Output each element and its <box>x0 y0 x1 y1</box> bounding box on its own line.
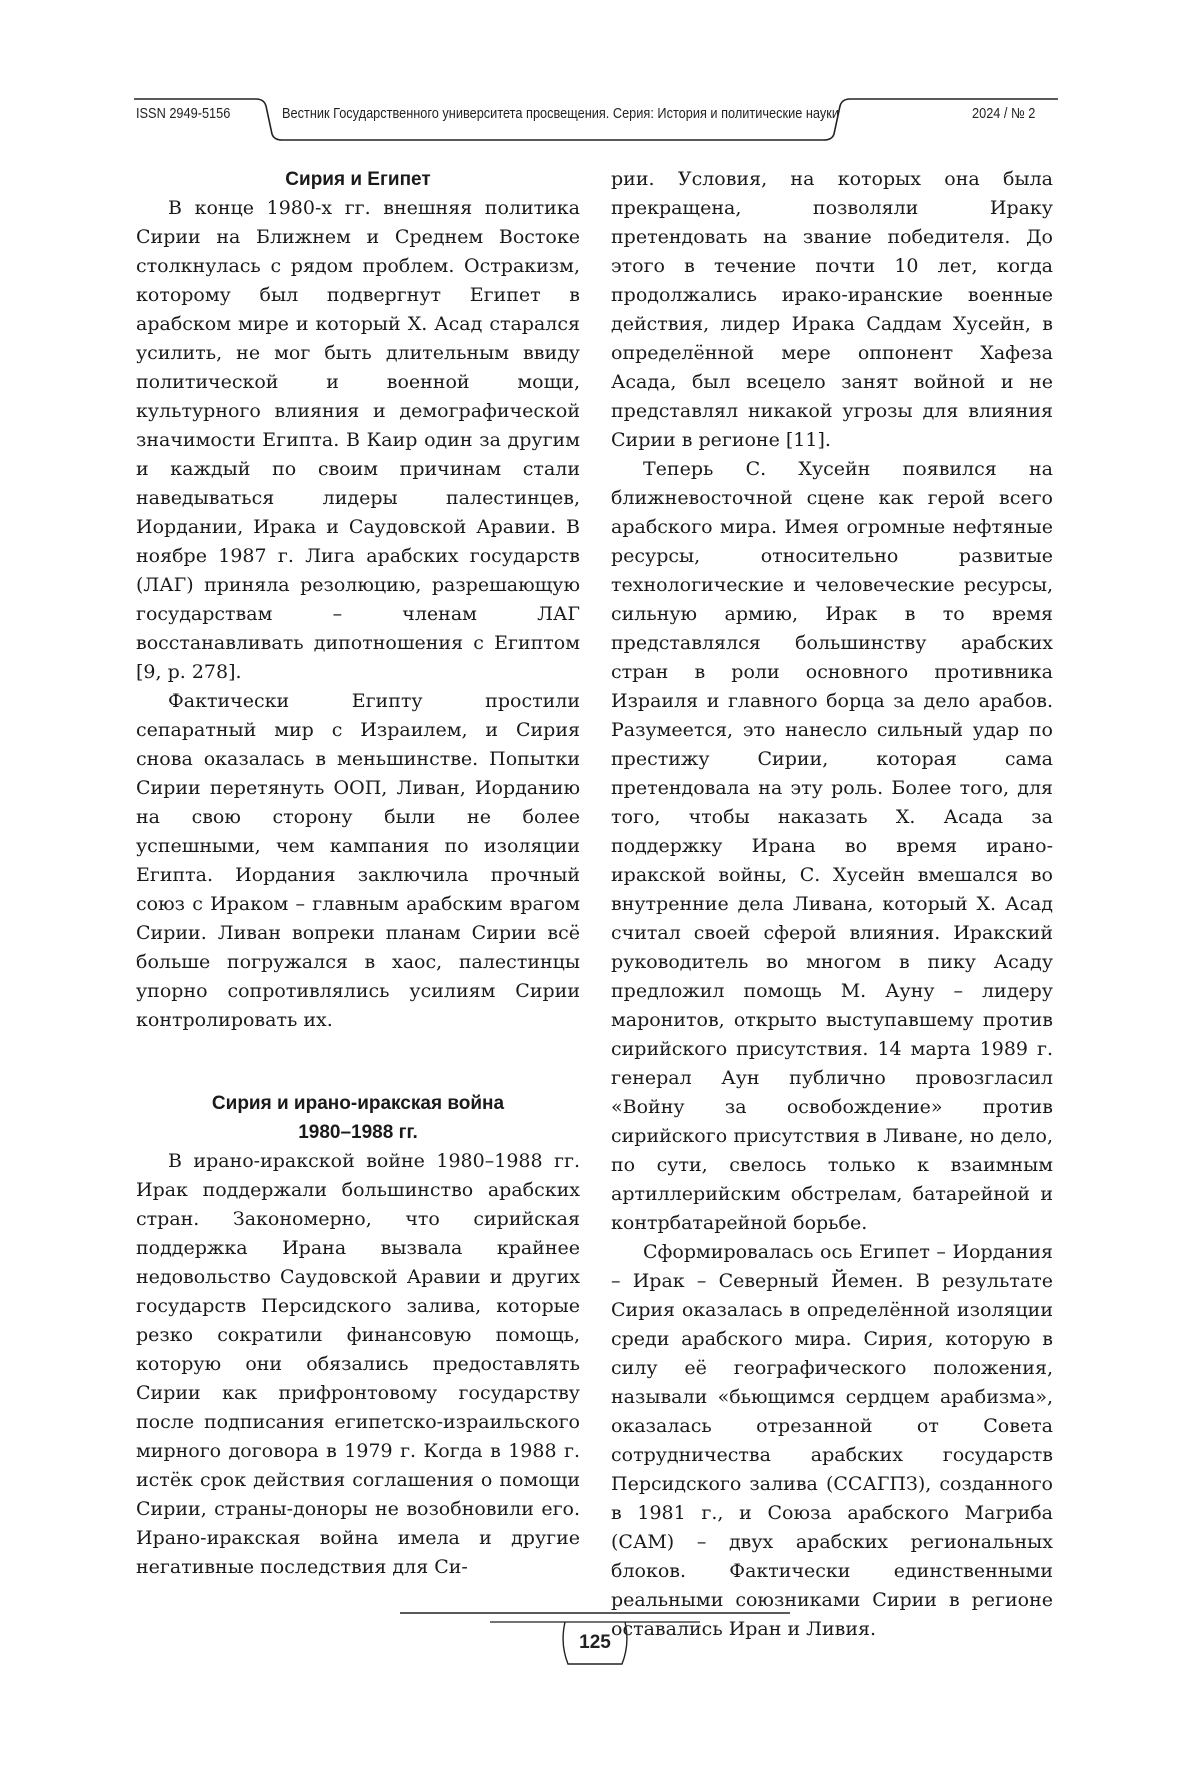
page-number: 125 <box>579 1632 611 1653</box>
issn-label: ISSN 2949-5156 <box>136 106 231 122</box>
page-footer <box>400 1610 790 1680</box>
running-header <box>134 96 1058 142</box>
paragraph: Теперь С. Хусейн появился на ближневосточной сцене как герой всего арабского мира. Имея огромные нефтяные ресурсы, относительно развитые технологические и человеческие ресурсы, сильную армию, Ирак в то время представлялся большинству арабских стран в роли основного противника Израиля и главного борца за дело арабов. Разумеется, это нанесло сильный удар по престижу Сирии, которая сама претендовала на эту роль. Более того, для того, чтобы наказать Х. Асада за поддержку Ирана во время ирано-иракской войны, С. Хусейн вмешался во внутренние дела Ливана, который Х. Асад считал своей сферой влияния. Иракский руководитель во многом в пику Асаду предложил помощь М. Ауну – лидеру маронитов, открыто выступавшему против сирийского присутствия. 14 марта 1989 г. генерал Аун публично провозгласил «Войну за освобождение» против сирийского присутствия в Ливане, но дело, по сути, свелось только к взаимным артиллерийским обстрелам, батарейной и контрбатарейной борьбе. <box>611 458 1053 1234</box>
right-column <box>611 165 1053 1644</box>
issue-label: 2024 / № 2 <box>972 106 1036 122</box>
journal-title: Вестник Государственного университета просвещения. Серия: История и политические науки <box>282 106 839 122</box>
heading-line: Сирия и ирано-иракская война <box>211 1093 505 1114</box>
section-heading-iran-iraq-war <box>136 1089 580 1147</box>
section-heading-syria-egypt: Сирия и Египет <box>285 169 431 190</box>
paragraph: рии. Условия, на которых она была прекращена, позволяли Ираку претендовать на звание победителя. До этого в течение почти 10 лет, когда продолжались ирако-иранские военные действия, лидер Ирака Саддам Хусейн, в определённой мере оппонент Хафеза Асада, был всецело занят войной и не представлял никакой угрозы для влияния Сирии в регионе [11]. <box>611 168 1053 451</box>
paragraph: Фактически Египту простили сепаратный мир с Израилем, и Сирия снова оказалась в меньшинстве. Попытки Сирии перетянуть ООП, Ливан, Иорданию на свою сторону были не более успешными, чем кампания по изоляции Египта. Иордания заключила прочный союз с Ираком – главным арабским врагом Сирии. Ливан вопреки планам Сирии всё больше погружался в хаос, палестинцы упорно сопротивлялись усилиям Сирии контролировать их. <box>136 690 580 1031</box>
left-column <box>136 165 580 1582</box>
heading-line: 1980–1988 гг. <box>298 1122 418 1143</box>
paragraph: Сформировалась ось Египет – Иордания – Ирак – Северный Йемен. В результате Сирия оказалась в определённой изоляции среди арабского мира. Сирия, которую в силу её географического положения, называли «бьющимся сердцем арабизма», оказалась отрезанной от Совета сотрудничества арабских государств Персидского залива (ССАГПЗ), созданного в 1981 г., и Союза арабского Магриба (САМ) – двух арабских региональных блоков. Фактически единственными реальными союзниками Сирии в регионе оставались Иран и Ливия. <box>611 1241 1053 1640</box>
paragraph: В ирано-иракской войне 1980–1988 гг. Ирак поддержали большинство арабских стран. Закономерно, что сирийская поддержка Ирана вызвала крайнее недовольство Саудовской Аравии и других государств Персидского залива, которые резко сократили финансовую помощь, которую они обязались предоставлять Сирии как прифронтовому государству после подписания египетско-израильского мирного договора в 1979 г. Когда в 1988 г. истёк срок действия соглашения о помощи Сирии, страны-доноры не возобновили его. Ирано-иракская война имела и другие негативные последствия для Си- <box>136 1150 580 1578</box>
paragraph: В конце 1980-х гг. внешняя политика Сирии на Ближнем и Среднем Востоке столкнулась с рядом проблем. Остракизм, которому был подвергнут Египет в арабском мире и который Х. Асад старался усилить, не мог быть длительным ввиду политической и военной мощи, культурного влияния и демографической значимости Египта. В Каир один за другим и каждый по своим причинам стали наведываться лидеры палестинцев, Иордании, Ирака и Саудовской Аравии. В ноябре 1987 г. Лига арабских государств (ЛАГ) приняла резолюцию, разрешающую государствам – членам ЛАГ восстанавливать дипотношения с Египтом [9, p. 278]. <box>136 197 580 683</box>
